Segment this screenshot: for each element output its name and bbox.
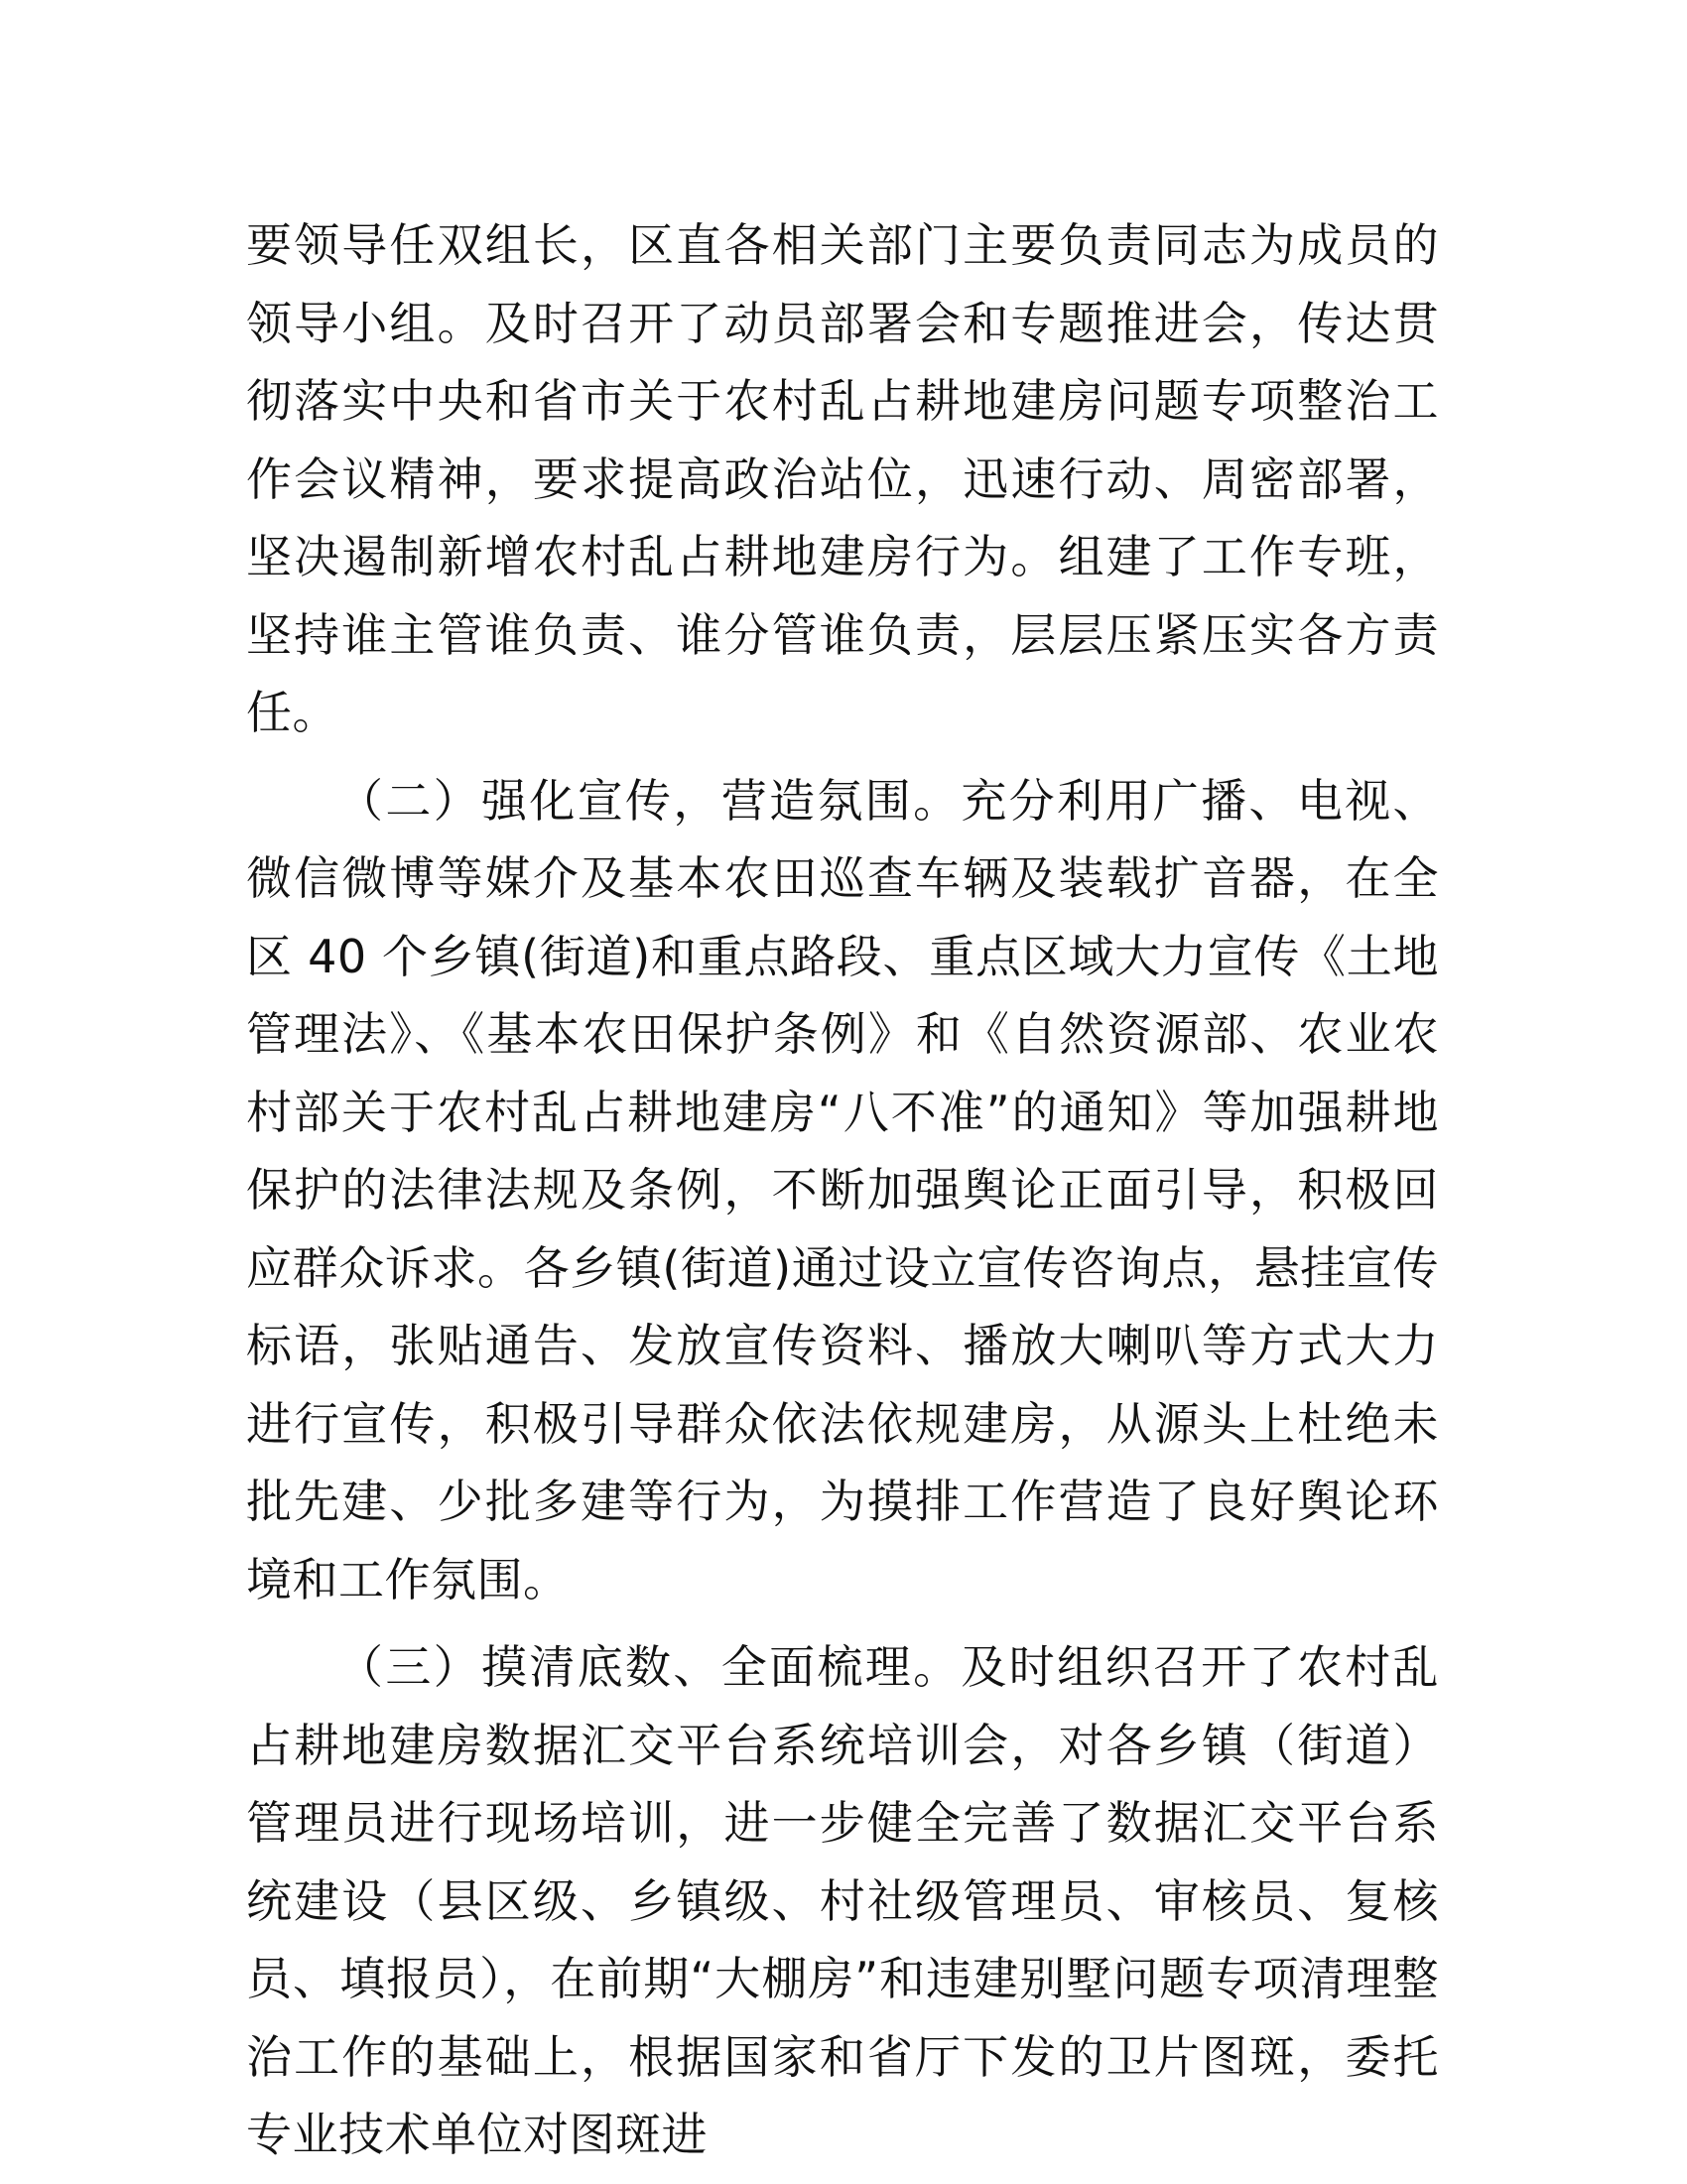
document-body: [246, 206, 1439, 2184]
paragraph-2: （二）强化宣传，营造氛围。充分利用广播、电视、微信微博等媒介及基本农田巡查车辆及装载扩音器，在全区 40 个乡镇(街道)和重点路段、重点区域大力宣传《土地管理法》、《基本农田保护条例》和《自然资源部、农业农村部关于农村乱占耕地建房“八不准”的通知》等加强耕地保护的法律法规及条例，不断加强舆论正面引导，积极回应群众诉求。各乡镇(街道)通过设立宣传咨询点，悬挂宣传标语，张贴通告、发放宣传资料、播放大喇叭等方式大力进行宣传，积极引导群众依法依规建房，从源头上杜绝未批先建、少批多建等行为，为摸排工作营造了良好舆论环境和工作氛围。: [246, 773, 1439, 1606]
paragraph-3: （三）摸清底数、全面梳理。及时组织召开了农村乱占耕地建房数据汇交平台系统培训会，对各乡镇（街道）管理员进行现场培训，进一步健全完善了数据汇交平台系统建设（县区级、乡镇级、村社级管理员、审核员、复核员、填报员），在前期“大棚房”和违建别墅问题专项清理整治工作的基础上，根据国家和省厅下发的卫片图斑，委托专业技术单位对图斑进: [246, 1640, 1439, 2161]
paragraph-1: 要领导任双组长，区直各相关部门主要负责同志为成员的领导小组。及时召开了动员部署会和专题推进会，传达贯彻落实中央和省市关于农村乱占耕地建房问题专项整治工作会议精神，要求提高政治站位，迅速行动、周密部署，坚决遏制新增农村乱占耕地建房行为。组建了工作专班，坚持谁主管谁负责、谁分管谁负责，层层压紧压实各方责任。: [246, 218, 1439, 739]
